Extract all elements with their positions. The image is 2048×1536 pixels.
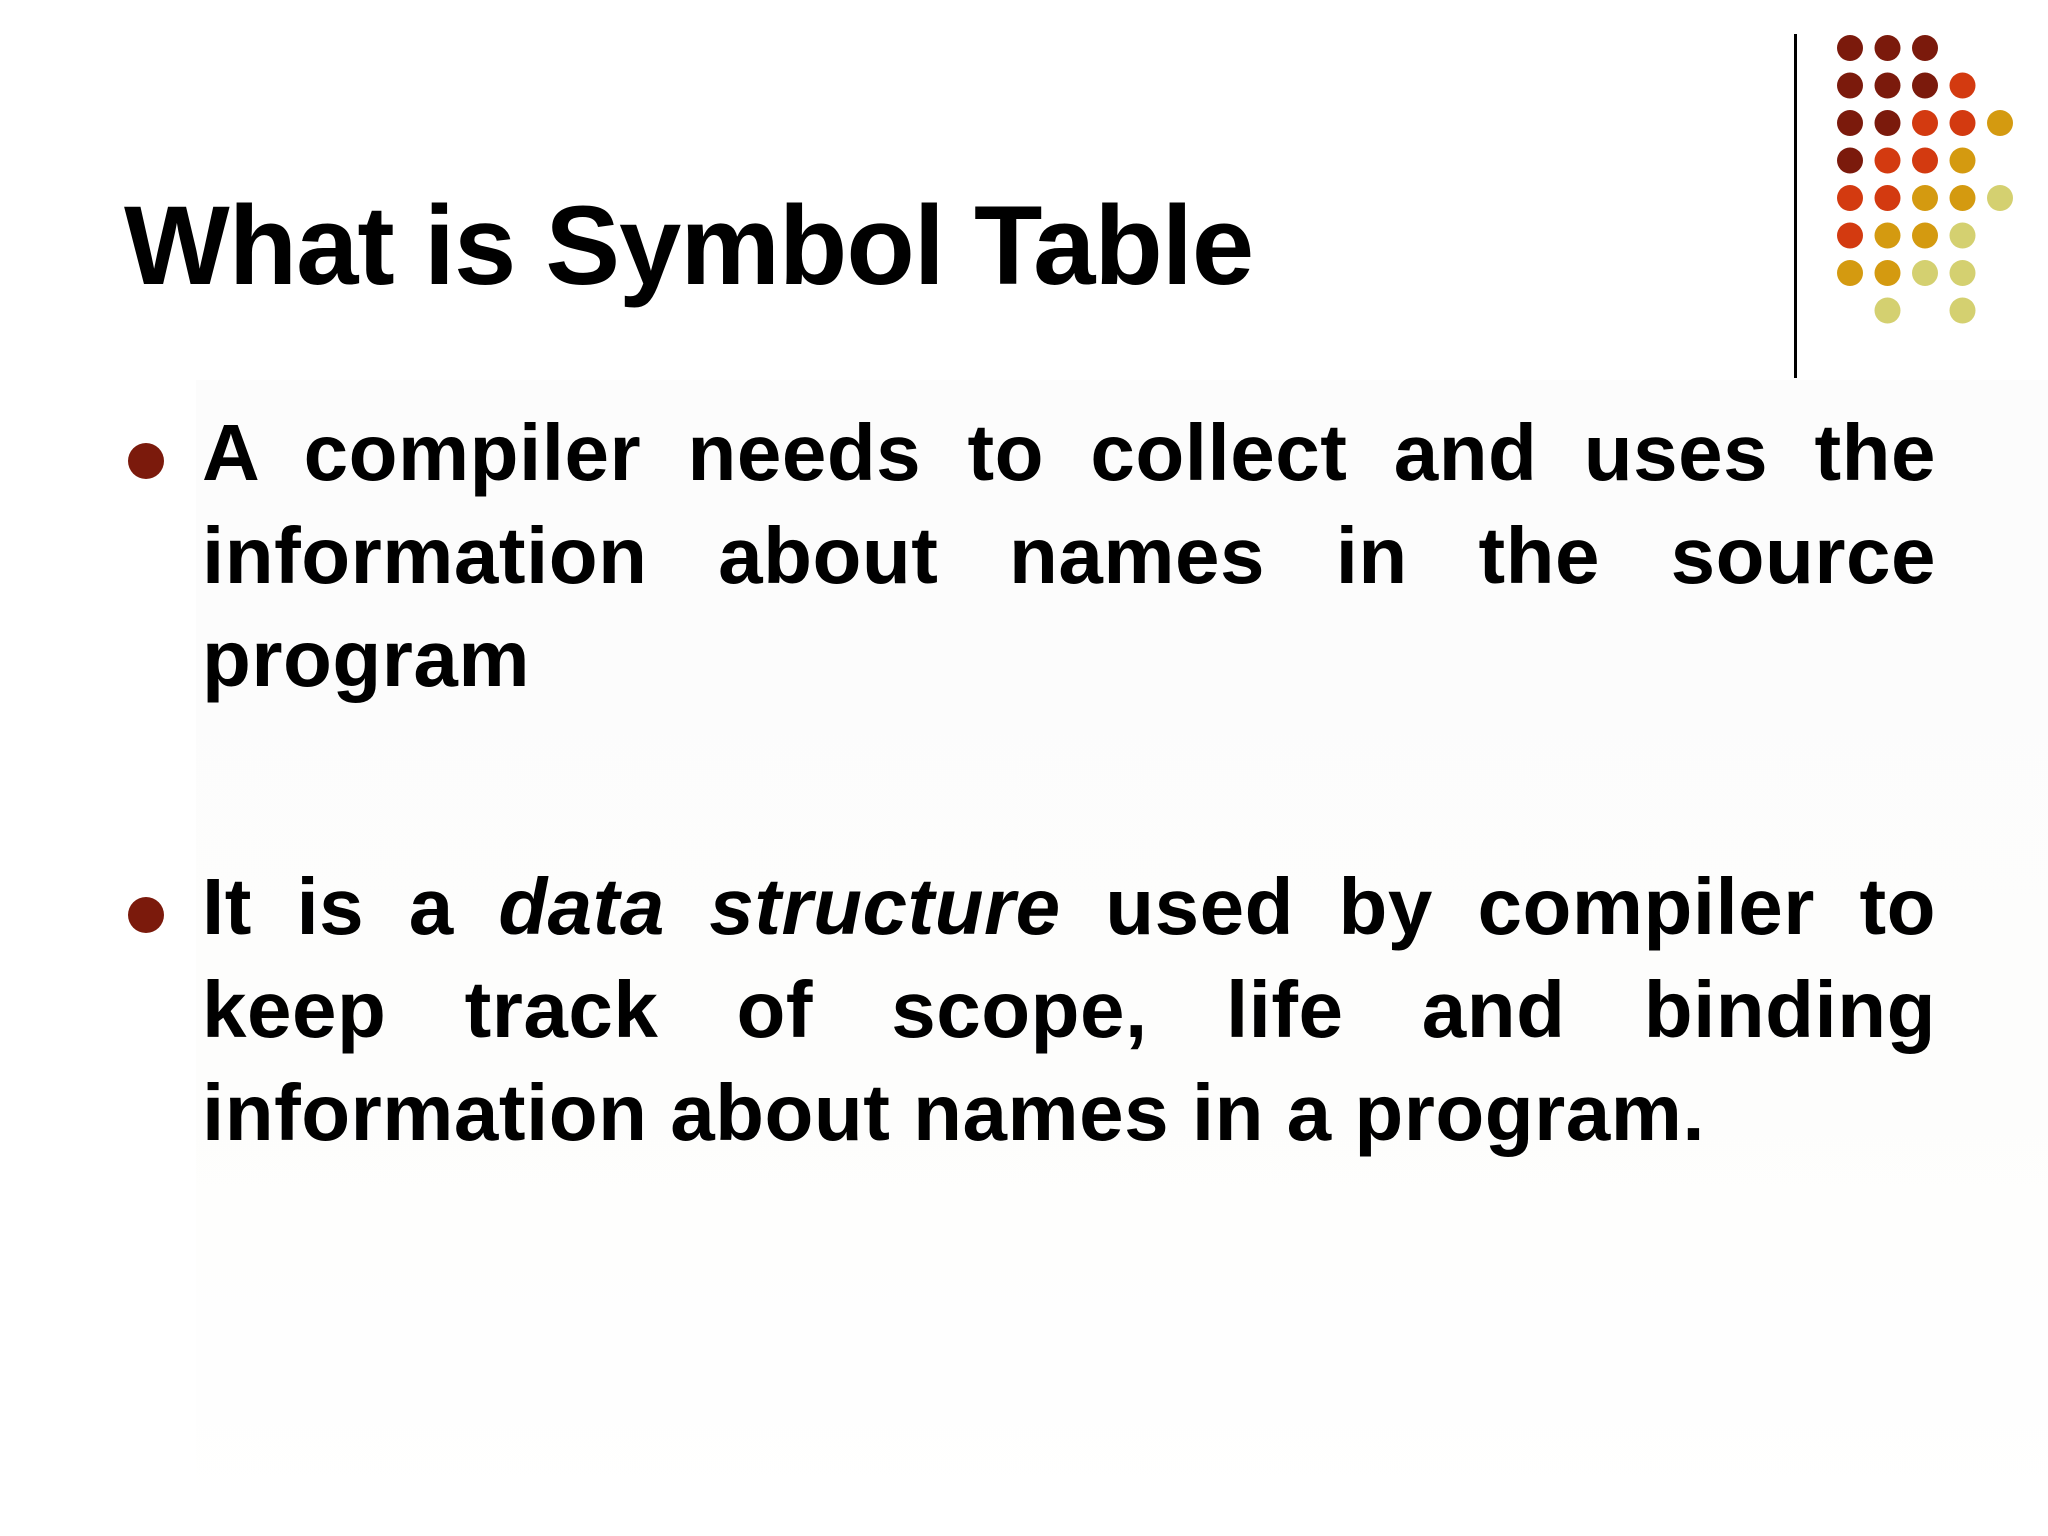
decorative-dot [1837,223,1863,249]
decorative-dot [1912,35,1938,61]
decorative-dot [1875,110,1901,136]
decorative-dot [1837,73,1863,99]
decorative-dot [1875,73,1901,99]
decorative-dot [1950,185,1976,211]
decorative-dot [1912,110,1938,136]
decorative-dot [1912,185,1938,211]
bullet-text-1: A compiler needs to collect and uses the information about names in the source program [202,408,1936,703]
decorative-dot [1875,35,1901,61]
decorative-dot [1950,73,1976,99]
bullet-text-2-start: It is a [202,862,499,951]
decorative-dot [1875,223,1901,249]
bullet-text-2-emphasis: data structure [498,862,1061,951]
decorative-dot [1875,260,1901,286]
decorative-dot [1912,73,1938,99]
decorative-dot [1950,298,1976,324]
decorative-dot [1987,110,2013,136]
decorative-dot [1950,110,1976,136]
bullet-text-2 [202,855,1936,1164]
decorative-dot [1875,185,1901,211]
decorative-dot [1837,185,1863,211]
decorative-dot [1837,148,1863,174]
decorative-dot [1912,148,1938,174]
decorative-dot [1875,148,1901,174]
decorative-dot [1950,260,1976,286]
decorative-dot [1912,223,1938,249]
decorative-dot [1875,298,1901,324]
bullet-text-2-end: used by compiler to keep track of scope, life and binding information about names in a program. [202,862,1936,1157]
decorative-dot [1950,148,1976,174]
bullet-dot-icon [128,443,164,479]
bullet-dot-icon [128,897,164,933]
decorative-dot [1837,260,1863,286]
decorative-dot [1950,223,1976,249]
decorative-dot [1837,35,1863,61]
decorative-dot [1912,260,1938,286]
title-divider-line [1794,34,1797,378]
decorative-dot [1837,110,1863,136]
slide-title: What is Symbol Table [124,183,1254,308]
decorative-dot [1987,185,2013,211]
